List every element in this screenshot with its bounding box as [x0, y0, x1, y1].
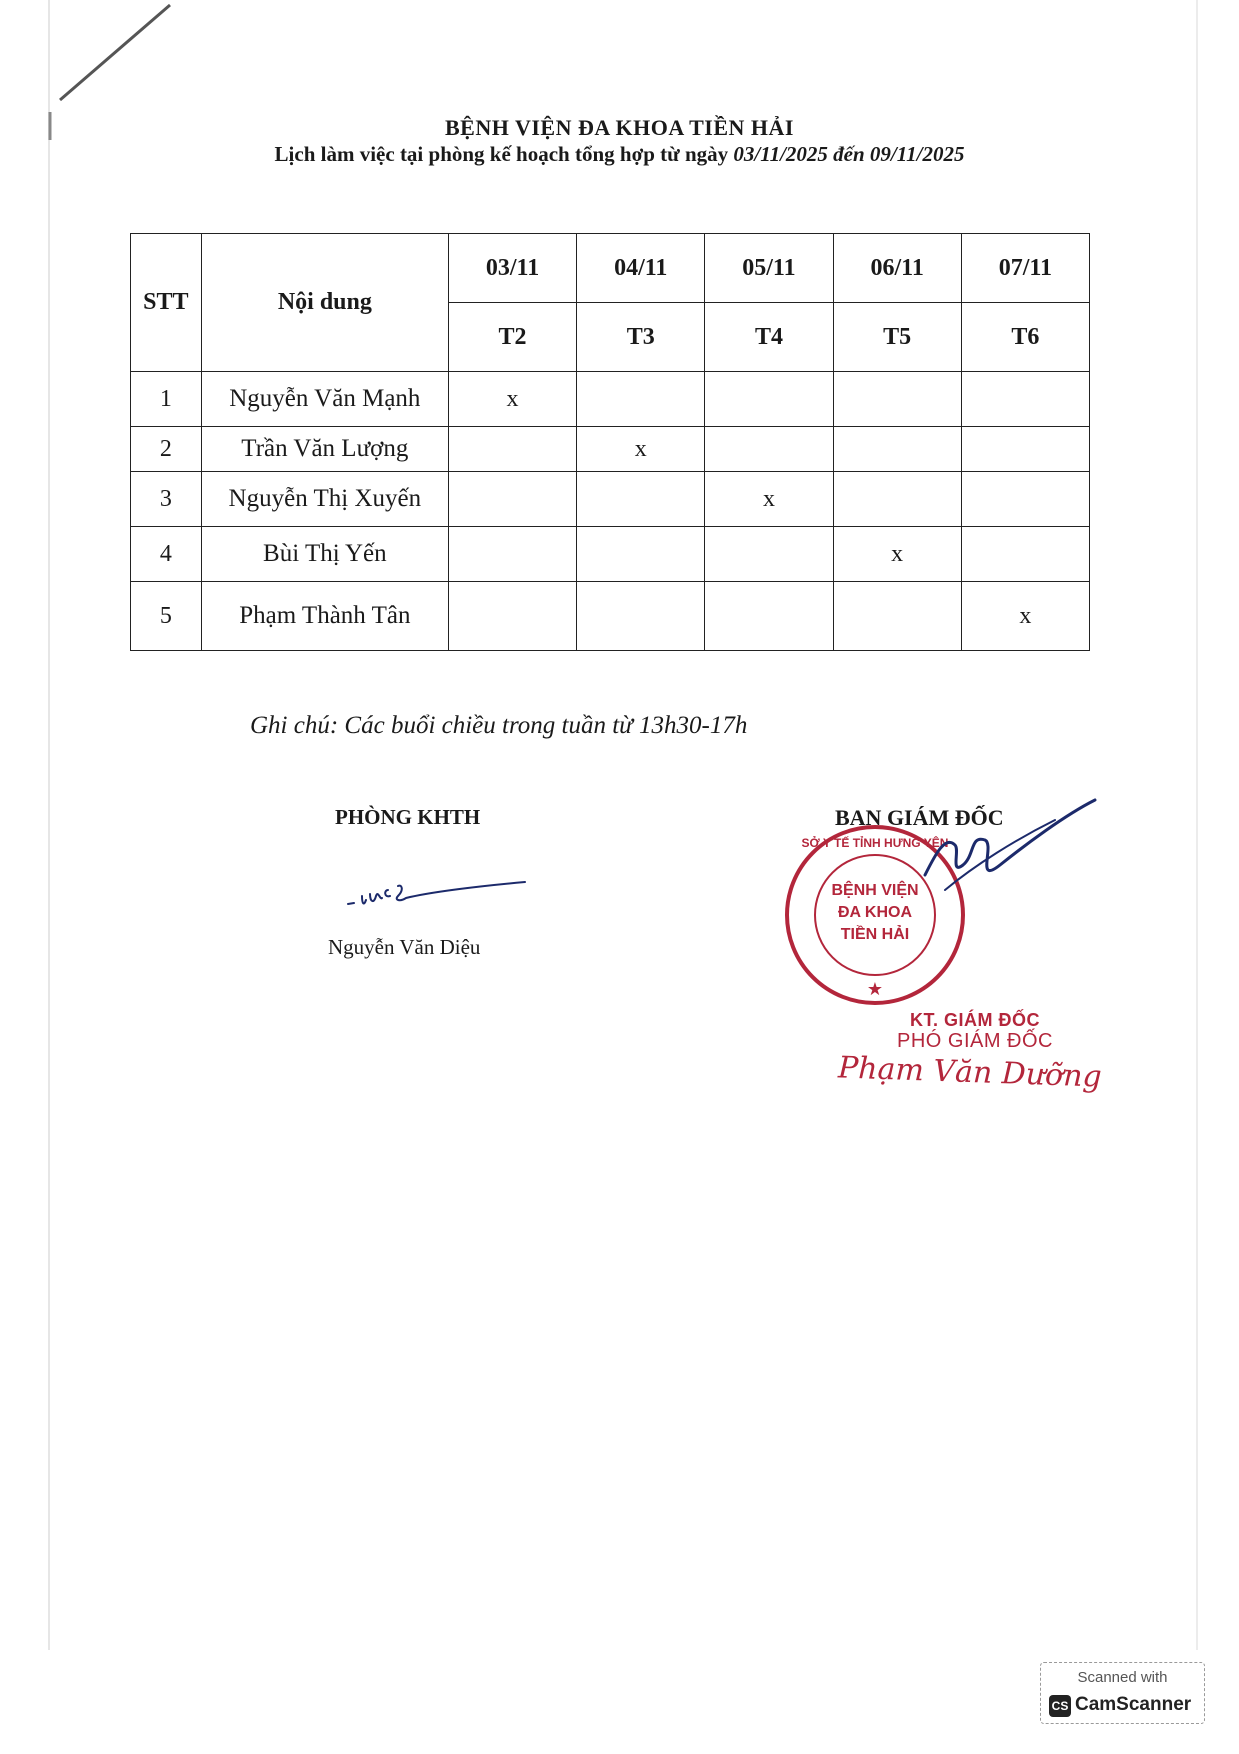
row-mark: [961, 372, 1089, 427]
header-weekday-2: T3: [577, 303, 705, 372]
left-department-title: PHÒNG KHTH: [335, 805, 481, 829]
row-mark: x: [577, 427, 705, 472]
table-row: [131, 582, 1090, 651]
schedule-table: [130, 233, 1090, 651]
header-weekday-4: T5: [833, 303, 961, 372]
row-mark: [961, 527, 1089, 582]
row-mark: [961, 427, 1089, 472]
header-date-4: 06/11: [833, 234, 961, 303]
subtitle-prefix: Lịch làm việc tại phòng kế hoạch tổng hợp từ ngày: [274, 142, 729, 166]
header-stt: STT: [131, 234, 202, 372]
table-row: [131, 527, 1090, 582]
header-date-3: 05/11: [705, 234, 833, 303]
row-mark: [448, 582, 576, 651]
row-mark: [577, 527, 705, 582]
row-stt: 4: [131, 527, 202, 582]
row-mark: [833, 372, 961, 427]
row-mark: [448, 527, 576, 582]
row-stt: 2: [131, 427, 202, 472]
watermark-brand: CamScanner: [1075, 1694, 1192, 1715]
row-mark: x: [833, 527, 961, 582]
table-row: [131, 427, 1090, 472]
table-header-row-dates: [131, 234, 1090, 303]
row-name: Nguyễn Văn Mạnh: [201, 372, 448, 427]
row-mark: [833, 472, 961, 527]
row-mark: [705, 527, 833, 582]
director-signature: [915, 795, 1105, 905]
row-mark: [833, 427, 961, 472]
row-mark: [705, 427, 833, 472]
row-mark: x: [448, 372, 576, 427]
schedule-subtitle: [0, 142, 1239, 167]
camscanner-watermark: [1040, 1662, 1205, 1724]
row-mark: [961, 472, 1089, 527]
header-weekday-5: T6: [961, 303, 1089, 372]
watermark-caption: Scanned with: [1077, 1669, 1168, 1686]
row-stt: 1: [131, 372, 202, 427]
row-mark: [577, 372, 705, 427]
left-signature: [340, 860, 540, 920]
row-stt: 5: [131, 582, 202, 651]
row-mark: [833, 582, 961, 651]
row-mark: x: [961, 582, 1089, 651]
subtitle-date-range: 03/11/2025 đến 09/11/2025: [733, 142, 965, 166]
deputy-director-name: Phạm Văn Dưỡng: [837, 1050, 1103, 1095]
row-name: Bùi Thị Yến: [201, 527, 448, 582]
stamp-line-2: ĐA KHOA: [837, 904, 913, 921]
stamp-line-1: BỆNH VIỆN: [831, 882, 919, 899]
schedule-note: Ghi chú: Các buổi chiều trong tuần từ 13h30-17h: [250, 712, 748, 739]
row-name: Trần Văn Lượng: [201, 427, 448, 472]
right-department-title: BAN GIÁM ĐỐC: [835, 805, 1004, 830]
header-date-5: 07/11: [961, 234, 1089, 303]
header-weekday-3: T4: [705, 303, 833, 372]
deputy-director-title: PHÓ GIÁM ĐỐC: [896, 1030, 1053, 1052]
header-content: Nội dung: [201, 234, 448, 372]
row-mark: [448, 472, 576, 527]
hospital-title: BỆNH VIỆN ĐA KHOA TIỀN HẢI: [445, 115, 794, 140]
row-mark: [705, 582, 833, 651]
row-stt: 3: [131, 472, 202, 527]
camscanner-logo-icon: CS: [1049, 1695, 1071, 1717]
header-date-1: 03/11: [448, 234, 576, 303]
row-name: Phạm Thành Tân: [201, 582, 448, 651]
row-mark: [705, 372, 833, 427]
kt-director-title: KT. GIÁM ĐỐC: [910, 1010, 1040, 1030]
stamp-outer-text: SỞ Y TẾ TỈNH HƯNG YÊN: [801, 836, 949, 850]
table-row: [131, 372, 1090, 427]
row-name: Nguyễn Thị Xuyến: [201, 472, 448, 527]
left-signer-name: Nguyễn Văn Diệu: [328, 935, 481, 959]
row-mark: x: [705, 472, 833, 527]
row-mark: [448, 427, 576, 472]
header-date-2: 04/11: [577, 234, 705, 303]
svg-text:★: ★: [866, 979, 884, 1000]
header-weekday-1: T2: [448, 303, 576, 372]
row-mark: [577, 582, 705, 651]
stamp-line-3: TIỀN HẢI: [840, 926, 910, 943]
row-mark: [577, 472, 705, 527]
table-row: [131, 472, 1090, 527]
